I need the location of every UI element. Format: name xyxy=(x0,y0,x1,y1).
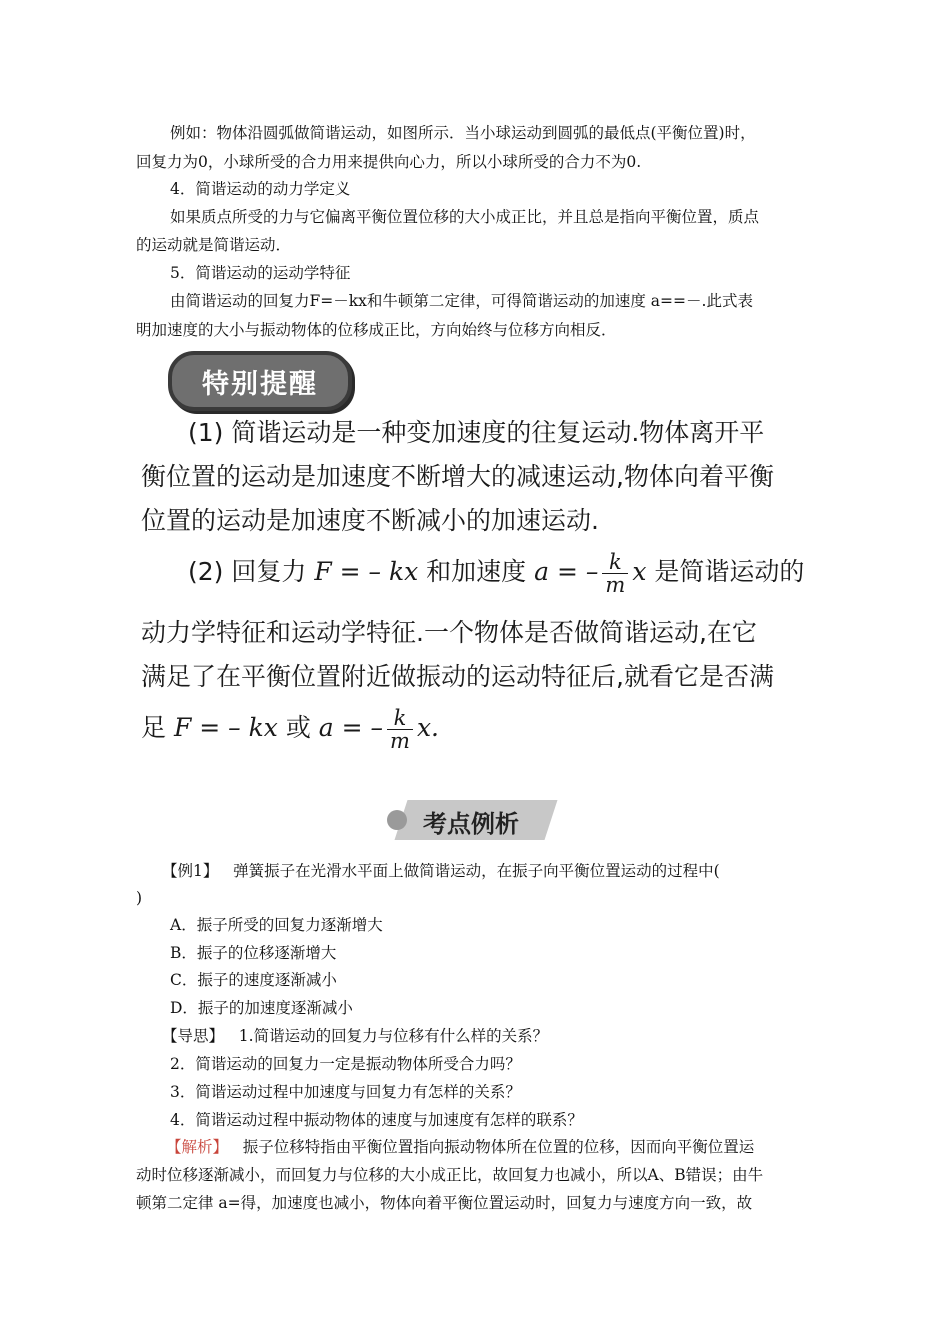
section-badge xyxy=(387,800,567,840)
special-reminder-label: 特别提醒 xyxy=(202,369,318,400)
example-line1: 【例1】 弹簧振子在光滑水平面上做简谐运动，在振子向平衡位置运动的过程中( xyxy=(162,862,720,880)
formula-force-2: F = – kx xyxy=(173,713,278,742)
tip2-line4: 足 F = – kx 或 a = – $\frac{k}{m}$ x. xyxy=(141,705,439,753)
tip1-line2: 衡位置的运动是加速度不断增大的减速运动,物体向着平衡 xyxy=(141,462,774,491)
para3-line1: 由简谐运动的回复力F=－kx和牛顿第二定律，可得简谐运动的加速度 a==－.此式表 xyxy=(170,292,753,310)
section-title: 考点例析 xyxy=(423,810,519,838)
fraction-k-over-m-2: $\frac{k}{m}$ xyxy=(387,707,413,752)
analysis-line2: 动时位移逐渐减小，而回复力与位移的大小成正比，故回复力也减小，所以A、B错误；由牛 xyxy=(136,1166,764,1184)
para1-line1: 例如：物体沿圆弧做简谐运动，如图所示．当小球运动到圆弧的最低点(平衡位置)时， xyxy=(170,124,756,142)
formula-accel: a = – xyxy=(534,557,599,586)
option-b: B．振子的位移逐渐增大 xyxy=(170,944,337,962)
guide-line3: 3．简谐运动过程中加速度与回复力有怎样的关系？ xyxy=(170,1083,521,1101)
para1-line2: 回复力为0，小球所受的合力用来提供向心力，所以小球所受的合力不为0. xyxy=(136,153,642,171)
para2-line2: 的运动就是简谐运动． xyxy=(136,236,292,254)
guide-line4: 4．简谐运动过程中振动物体的速度与加速度有怎样的联系？ xyxy=(170,1111,583,1129)
option-d: D．振子的加速度逐渐减小 xyxy=(170,999,353,1017)
heading-5: 5．简谐运动的运动学特征 xyxy=(170,264,351,282)
tip1-line1: (1) 简谐运动是一种变加速度的往复运动.物体离开平 xyxy=(188,418,765,447)
guide-line1: 【导思】 1.简谐运动的回复力与位移有什么样的关系？ xyxy=(162,1027,549,1045)
tip2-line2: 动力学特征和运动学特征.一个物体是否做简谐运动,在它 xyxy=(141,618,757,647)
option-c: C．振子的速度逐渐减小 xyxy=(170,971,337,989)
para2-line1: 如果质点所受的力与它偏离平衡位置位移的大小成正比，并且总是指向平衡位置，质点 xyxy=(170,208,760,226)
tip1-line3: 位置的运动是加速度不断减小的加速运动. xyxy=(141,506,599,535)
example-line2: ) xyxy=(136,889,143,907)
analysis-tag: 【解析】 xyxy=(166,1138,229,1156)
tip2-line1: (2) 回复力 F = – kx 和加速度 a = – $\frac{k}{m}$ x 是简谐运动的 xyxy=(188,549,805,597)
analysis-line3: 顿第二定律 a=得，加速度也减小，物体向着平衡位置运动时，回复力与速度方向一致，故 xyxy=(136,1194,753,1212)
formula-accel-2: a = – xyxy=(318,713,384,742)
heading-4: 4．简谐运动的动力学定义 xyxy=(170,180,351,198)
special-reminder-badge xyxy=(168,351,352,411)
para3-line2: 明加速度的大小与振动物体的位移成正比，方向始终与位移方向相反． xyxy=(136,321,617,339)
tip2-line3: 满足了在平衡位置附近做振动的运动特征后,就看它是否满 xyxy=(141,662,774,691)
analysis-line1: 【解析】 振子位移特指由平衡位置指向振动物体所在位置的位移，因而向平衡位置运 xyxy=(166,1138,755,1156)
formula-force: F = – kx xyxy=(314,557,419,586)
fraction-k-over-m: $\frac{k}{m}$ xyxy=(602,551,628,596)
section-badge-dot xyxy=(387,810,407,830)
guide-line2: 2．简谐运动的回复力一定是振动物体所受合力吗？ xyxy=(170,1055,521,1073)
option-a: A．振子所受的回复力逐渐增大 xyxy=(170,916,383,934)
